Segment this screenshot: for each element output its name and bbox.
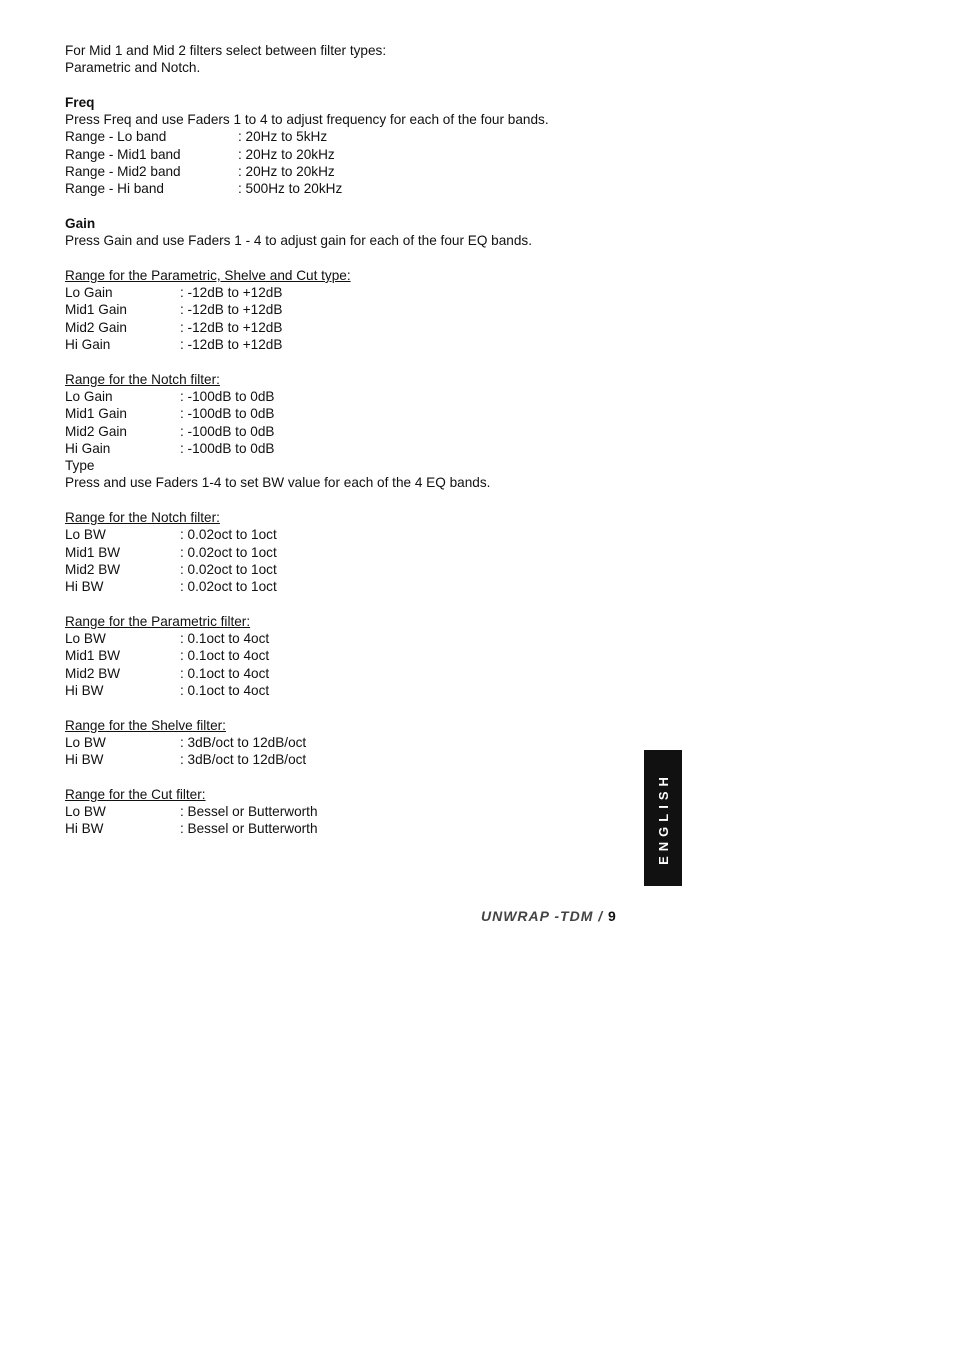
row-label: Hi BW [65, 682, 104, 698]
row-label: Mid1 Gain [65, 302, 127, 318]
row-value: : 3dB/oct to 12dB/oct [180, 734, 307, 750]
side-tab-label: ENGLISH [655, 771, 671, 865]
row-value: : 0.02oct to 1oct [180, 579, 277, 595]
gain-text: Press Gain and use Faders 1 - 4 to adjust gain for each of the four EQ bands. [65, 233, 532, 249]
row-label: Mid1 Gain [65, 406, 127, 422]
row-label: Lo BW [65, 734, 106, 750]
row-value: : -100dB to 0dB [180, 423, 275, 439]
row-value: : 0.1oct to 4oct [180, 665, 270, 681]
footer-brand: UNWRAP -TDM / [481, 908, 609, 924]
gain-notch-title: Range for the Notch filter: [65, 371, 220, 387]
bw-notch-row [65, 526, 625, 543]
bw-param-title: Range for the Parametric filter: [65, 613, 251, 629]
bw-param-row [65, 682, 625, 699]
row-value: : -100dB to 0dB [180, 440, 275, 456]
row-label: Range - Lo band [65, 129, 167, 145]
bw-cut-row [65, 820, 625, 837]
row-label: Lo Gain [65, 285, 113, 301]
bw-shelve-row [65, 751, 625, 768]
gain-param-title: Range for the Parametric, Shelve and Cut type: [65, 267, 351, 283]
gain-param-row [65, 284, 625, 301]
row-label: Lo BW [65, 804, 106, 820]
bw-notch-row [65, 578, 625, 595]
page-footer [481, 908, 616, 924]
row-label: Hi Gain [65, 440, 111, 456]
row-value: : -12dB to +12dB [180, 285, 283, 301]
row-label: Lo BW [65, 527, 106, 543]
freq-row [65, 180, 625, 197]
row-label: Lo Gain [65, 388, 113, 404]
row-label: Mid2 BW [65, 561, 121, 577]
page-number: 9 [608, 908, 616, 924]
language-side-tab [644, 750, 682, 886]
row-label: Hi Gain [65, 337, 111, 353]
row-value: : 0.02oct to 1oct [180, 544, 277, 560]
gain-notch-row [65, 388, 625, 405]
row-label: Mid2 Gain [65, 423, 127, 439]
row-label: Range - Mid1 band [65, 146, 181, 162]
bw-shelve-title: Range for the Shelve filter: [65, 717, 226, 733]
bw-notch-row [65, 561, 625, 578]
row-value: : -12dB to +12dB [180, 337, 283, 353]
freq-heading: Freq [65, 94, 95, 110]
row-label: Mid2 BW [65, 665, 121, 681]
type-heading: Type [65, 458, 95, 474]
row-value: : 20Hz to 20kHz [238, 146, 335, 162]
row-value: : 20Hz to 20kHz [238, 164, 335, 180]
row-value: : -100dB to 0dB [180, 388, 275, 404]
bw-cut-title: Range for the Cut filter: [65, 786, 206, 802]
row-value: : -12dB to +12dB [180, 319, 283, 335]
row-label: Range - Mid2 band [65, 164, 181, 180]
gain-param-row [65, 336, 625, 353]
bw-notch-title: Range for the Notch filter: [65, 510, 220, 526]
row-value: : Bessel or Butterworth [180, 821, 318, 837]
row-label: Hi BW [65, 579, 104, 595]
row-label: Lo BW [65, 631, 106, 647]
row-label: Hi BW [65, 821, 104, 837]
type-text: Press and use Faders 1-4 to set BW value for each of the 4 EQ bands. [65, 475, 491, 491]
row-value: : -100dB to 0dB [180, 406, 275, 422]
freq-text: Press Freq and use Faders 1 to 4 to adjust frequency for each of the four bands. [65, 112, 549, 128]
row-value: : 3dB/oct to 12dB/oct [180, 752, 307, 768]
bw-param-row [65, 630, 625, 647]
gain-notch-row [65, 440, 625, 457]
bw-shelve-row [65, 734, 625, 751]
bw-notch-row [65, 544, 625, 561]
bw-cut-row [65, 803, 625, 820]
bw-param-row [65, 665, 625, 682]
row-value: : 0.1oct to 4oct [180, 631, 270, 647]
intro-line-1: For Mid 1 and Mid 2 filters select between filter types: [65, 43, 387, 58]
bw-param-row [65, 647, 625, 664]
gain-param-row [65, 301, 625, 318]
row-value: : Bessel or Butterworth [180, 804, 318, 820]
row-value: : -12dB to +12dB [180, 302, 283, 318]
row-value: : 0.1oct to 4oct [180, 682, 270, 698]
freq-row [65, 163, 625, 180]
row-label: Range - Hi band [65, 181, 164, 197]
row-value: : 0.02oct to 1oct [180, 527, 277, 543]
row-label: Mid1 BW [65, 544, 121, 560]
gain-notch-row [65, 423, 625, 440]
row-label: Hi BW [65, 752, 104, 768]
row-value: : 0.02oct to 1oct [180, 561, 277, 577]
freq-row [65, 146, 625, 163]
gain-notch-row [65, 405, 625, 422]
row-value: : 500Hz to 20kHz [238, 181, 343, 197]
freq-row [65, 128, 625, 145]
row-label: Mid1 BW [65, 648, 121, 664]
gain-param-row [65, 319, 625, 336]
row-value: : 20Hz to 5kHz [238, 129, 328, 145]
gain-heading: Gain [65, 215, 96, 231]
row-value: : 0.1oct to 4oct [180, 648, 270, 664]
document-body [65, 42, 625, 838]
intro-line-2: Parametric and Notch. [65, 60, 201, 76]
row-label: Mid2 Gain [65, 319, 127, 335]
